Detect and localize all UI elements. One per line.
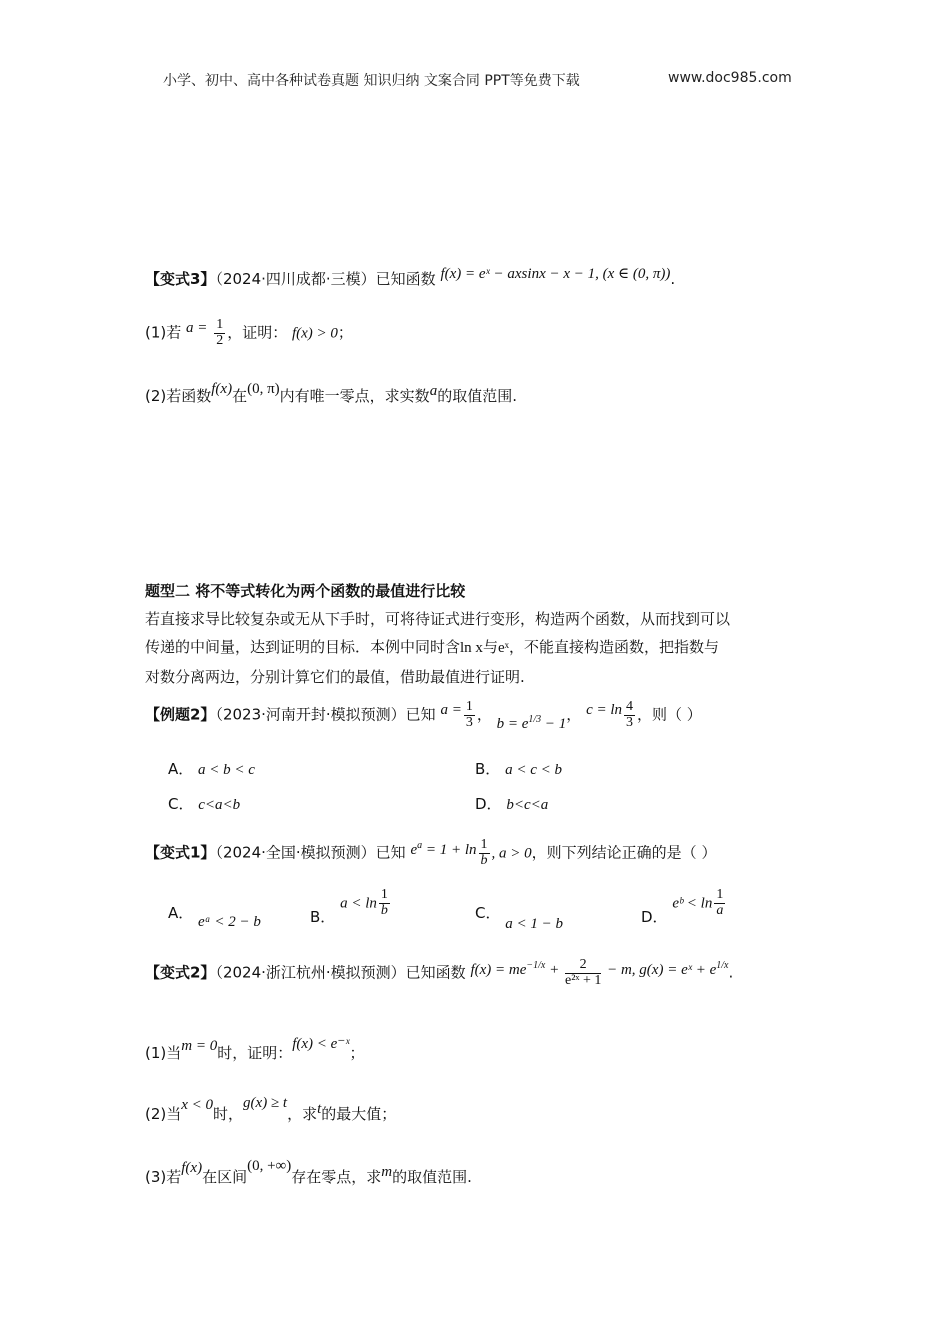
variant3-q2-a: a <box>429 383 438 399</box>
section2-title: 题型二 将不等式转化为两个函数的最值进行比较 <box>145 582 466 600</box>
section2-line2a: 传递的中间量，达到证明的目标．本例中同时含 <box>145 638 461 656</box>
cond-exp: a <box>417 839 423 851</box>
variant3-function: f(x) = eˣ − axsinx − x − 1, (x ∈ (0, π)) <box>440 266 671 282</box>
variant1-tag: 【变式1】 <box>145 843 216 862</box>
option-pre: eᵇ < ln <box>672 895 713 912</box>
q3-m: m <box>381 1164 393 1180</box>
frac-numerator: 1 <box>380 887 388 902</box>
option-label: B． <box>310 907 336 926</box>
variant1-condition <box>410 839 477 858</box>
variant2-q2 <box>145 1095 397 1124</box>
frac-numerator: 1 <box>716 887 724 902</box>
example2-c: c = ln <box>586 701 623 718</box>
variant1-option-d[interactable] <box>641 887 727 926</box>
q2-end: 的最大值； <box>321 1105 397 1123</box>
section2-line1: 若直接求导比较复杂或无从下手时，可将待证式进行变形，构造两个函数，从而找到可以 <box>145 610 731 628</box>
q3-end: 的取值范围. <box>392 1168 472 1186</box>
variant2-stem <box>145 958 733 988</box>
example2-source: （2023·河南开封·模拟预测） <box>215 705 406 724</box>
option-pre: a < ln <box>340 895 377 912</box>
option-label: D． <box>475 795 502 813</box>
q1-expr: f(x) < e⁻ˣ <box>292 1036 350 1052</box>
example2-b-exp: 1/3 <box>528 713 542 725</box>
q2-mid2: ，求 <box>287 1105 318 1123</box>
option-label: C． <box>168 795 194 813</box>
q2-cond: x < 0 <box>181 1097 214 1113</box>
option-fraction <box>379 888 390 918</box>
option-fraction <box>714 888 725 918</box>
variant1-option-c[interactable] <box>475 902 564 932</box>
variant3-tag: 【变式3】 <box>145 270 216 288</box>
q3-fx: f(x) <box>181 1160 203 1176</box>
option-text: eᵃ < 2 − b <box>198 914 261 930</box>
frac-numerator: 1 <box>465 699 473 714</box>
f-plus: + <box>545 961 563 978</box>
frac-numerator: 1 <box>216 317 224 332</box>
option-label: C． <box>475 904 501 922</box>
variant3-q2-num: (2)若函数 <box>145 387 212 405</box>
q2-expr: g(x) ≥ t <box>243 1095 288 1111</box>
example2-tag: 【例题2】 <box>145 705 216 724</box>
q2-num: (2)当 <box>145 1105 182 1123</box>
variant2-function <box>470 959 563 978</box>
example2-a-fraction <box>464 700 475 730</box>
section2-ex: eˣ <box>497 640 509 656</box>
variant3-q1 <box>145 318 353 348</box>
frac-denominator: b <box>480 852 488 868</box>
option-label: A． <box>168 904 194 922</box>
option-text: a < 1 − b <box>505 916 564 932</box>
variant2-end: . <box>728 963 734 982</box>
section2-lnx: ln x <box>460 640 483 656</box>
q3-num: (3)若 <box>145 1168 182 1186</box>
variant3-q2-fx: f(x) <box>211 381 233 397</box>
example2-b-tail: − 1 <box>541 715 567 732</box>
option-label: B． <box>475 760 501 778</box>
variant2-source: （2024·浙江杭州·模拟预测） <box>215 963 406 982</box>
q3-mid: 在区间 <box>202 1168 248 1186</box>
variant1-option-b[interactable] <box>310 887 392 926</box>
q1-cond: m = 0 <box>181 1038 218 1054</box>
q3-interval: (0, +∞) <box>247 1158 292 1174</box>
frac-denominator: 2 <box>216 332 224 348</box>
q1-mid: 时，证明： <box>217 1044 293 1062</box>
section2-line2b: ，不能直接构造函数，把指数与 <box>508 638 719 656</box>
q2-t: t <box>317 1101 322 1117</box>
example2-option-c[interactable] <box>168 793 240 814</box>
section2-yu: 与 <box>482 638 498 656</box>
cond-mid: = 1 + ln <box>422 841 477 858</box>
variant3-q2 <box>145 381 517 406</box>
variant1-lead: 已知 <box>375 843 406 862</box>
variant2-q3 <box>145 1158 472 1187</box>
header-left: 小学、初中、高中各种试卷真题 知识归纳 文案合同 PPT等免费下载 <box>163 73 580 89</box>
option-label: D． <box>641 907 668 926</box>
variant3-q1-end: ； <box>337 323 353 342</box>
example2-option-d[interactable] <box>475 793 548 814</box>
frac-denominator: e²ˣ + 1 <box>564 972 602 988</box>
cond-tail: , a > 0 <box>491 845 532 862</box>
frac-numerator: 4 <box>626 699 634 714</box>
variant3-lead: 已知函数 <box>375 270 436 288</box>
example2-option-a[interactable] <box>168 758 255 779</box>
option-text: b<c<a <box>506 797 549 813</box>
section2-line2 <box>145 636 719 657</box>
frac-numerator: 1 <box>480 837 488 852</box>
q1-num: (1)当 <box>145 1044 182 1062</box>
example2-lead: 已知 <box>405 705 436 724</box>
f-pre: f(x) = me <box>470 961 527 978</box>
variant3-q2-rest: 内有唯一零点，求实数 <box>279 387 430 405</box>
example2-b-base: b = e <box>496 715 529 732</box>
variant1-fraction <box>479 838 490 868</box>
example2-a: a = <box>440 701 462 718</box>
example2-b <box>496 713 567 732</box>
variant3-q1-expr: f(x) > 0 <box>291 325 338 342</box>
option-text: c<a<b <box>198 797 241 813</box>
variant3-q2-zai: 在 <box>232 387 248 405</box>
variant3-source: （2024·四川成都·三模） <box>215 270 376 288</box>
example2-c-fraction <box>624 700 635 730</box>
variant1-option-a[interactable] <box>168 902 261 930</box>
frac-denominator: a <box>716 902 724 918</box>
variant2-q1 <box>145 1036 365 1063</box>
variant3-q1-mid: ，证明： <box>227 323 288 342</box>
q2-mid: 时， <box>213 1105 244 1123</box>
variant2-tag: 【变式2】 <box>145 963 216 982</box>
variant1-source: （2024·全国·模拟预测） <box>215 843 376 862</box>
variant3-end: . <box>670 270 676 288</box>
q3-mid2: 存在零点，求 <box>291 1168 382 1186</box>
frac-denominator: 3 <box>626 714 634 730</box>
example2-option-b[interactable] <box>475 758 562 779</box>
option-label: A． <box>168 760 194 778</box>
variant2-g <box>603 959 729 978</box>
f-exp: −1/x <box>526 959 546 971</box>
g-exp: 1/x <box>716 959 729 971</box>
variant3-stem <box>145 268 675 289</box>
g-expr: − m, g(x) = eˣ + e <box>603 961 717 978</box>
section2-line3: 对数分离两边，分别计算它们的最值，借助最值进行证明. <box>145 668 525 686</box>
variant2-lead: 已知函数 <box>405 963 466 982</box>
variant2-fraction <box>565 958 601 988</box>
frac-denominator: b <box>380 902 388 918</box>
variant3-q1-num: (1)若 <box>145 323 182 342</box>
option-text: a < b < c <box>198 762 255 778</box>
variant1-stem <box>145 838 716 868</box>
q1-end: ； <box>349 1044 365 1062</box>
cond-base: e <box>410 841 418 858</box>
variant3-q1-a: a = <box>186 319 208 336</box>
variant3-q2-end: 的取值范围. <box>437 387 517 405</box>
frac-numerator: 2 <box>565 958 601 974</box>
option-text: a < c < b <box>505 762 562 778</box>
variant3-q2-interval: (0, π) <box>247 381 280 397</box>
example2-stem: 【例题2】（2023·河南开封·模拟预测）已知 a = $\frac{1}{3}$ ， $b = e^{1/3} - 1$， c = ln $\frac{4}{3}$ ，则（ ） <box>145 699 702 732</box>
variant1-end: ，则下列结论正确的是（ ） <box>531 843 717 862</box>
frac-denominator: 3 <box>465 714 473 730</box>
header-url[interactable]: www.doc985.com <box>668 70 792 86</box>
example2-end: ，则（ ） <box>637 705 702 724</box>
variant3-q1-fraction <box>214 318 225 348</box>
